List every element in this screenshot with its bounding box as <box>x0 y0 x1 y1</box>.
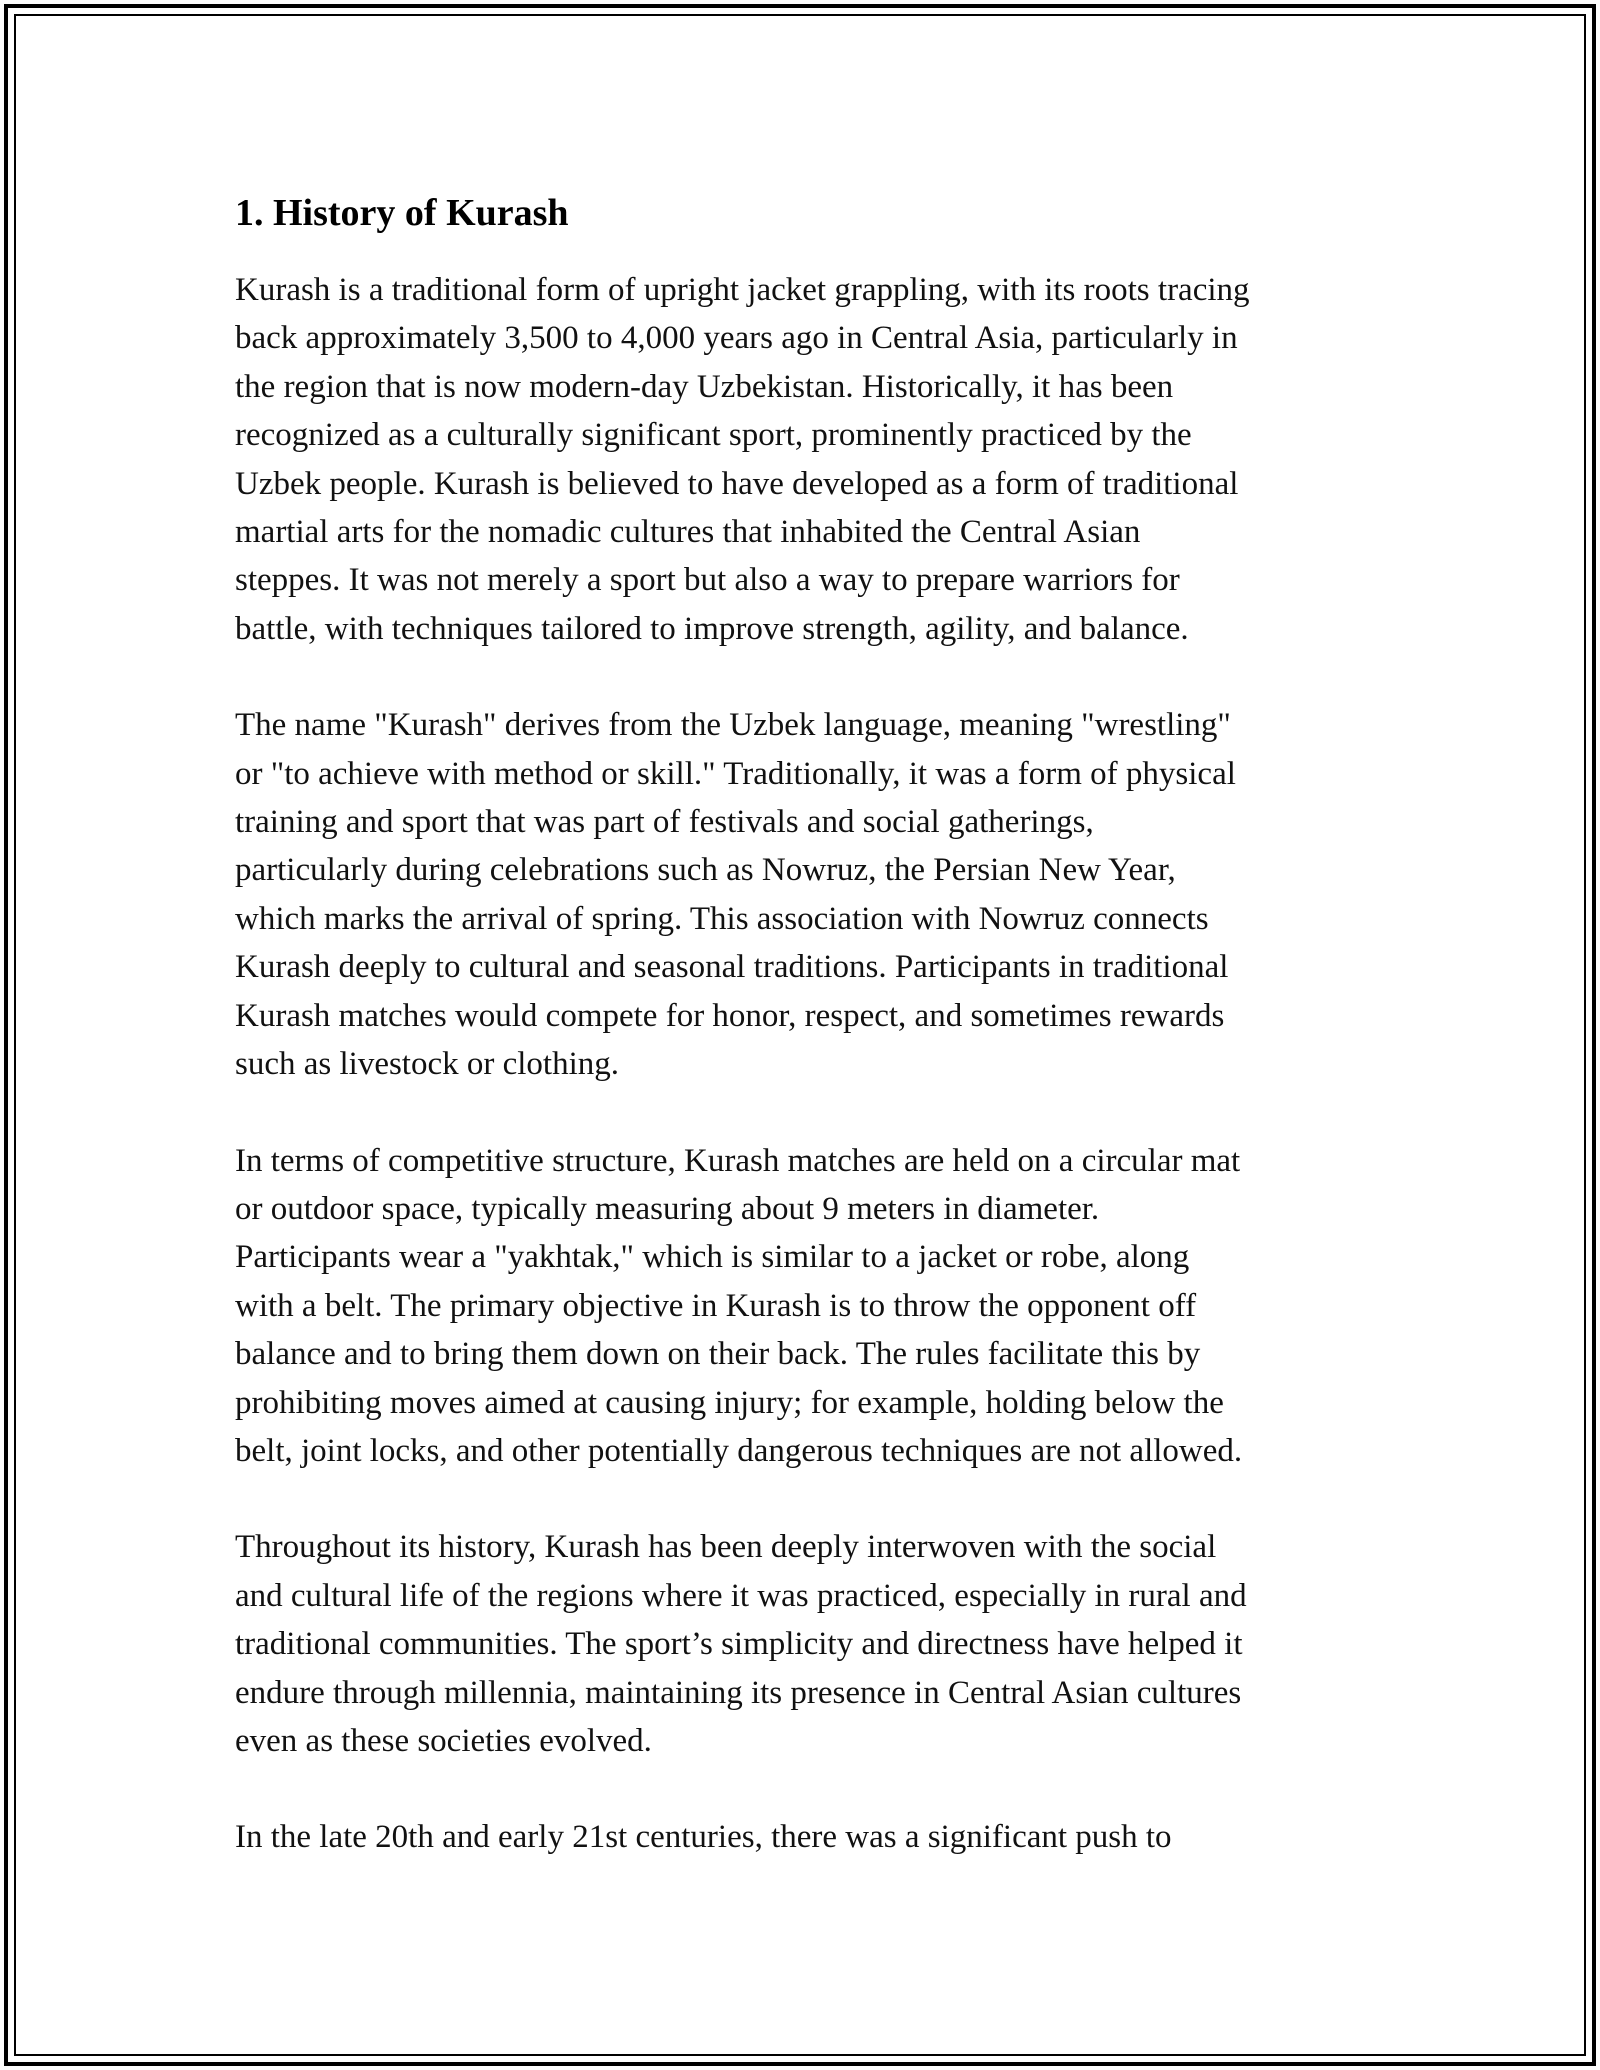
paragraph-5: In the late 20th and early 21st centuries, there was a significant push to <box>235 1819 1172 1856</box>
paragraph-4: Throughout its history, Kurash has been deeply interwoven with the social and cultural life of the regions where it was practiced, especially in rural and traditional communities. The sport’s simplicity and directness have helped it endure through millennia, maintaining its presence in Central Asian cultures even as these societies evolved. <box>235 1529 1247 1759</box>
paragraph-1: Kurash is a traditional form of upright jacket grappling, with its roots tracing back approximately 3,500 to 4,000 years ago in Central Asia, particularly in the region that is now modern-day Uzbekistan. Historically, it has been recognized as a culturally significant sport, prominently practiced by the Uzbek people. Kurash is believed to have developed as a form of traditional martial arts for the nomadic cultures that inhabited the Central Asian steppes. It was not merely a sport but also a way to prepare warriors for battle, with techniques tailored to improve strength, agility, and balance. <box>235 272 1250 647</box>
section-heading: 1. History of Kurash <box>235 192 569 234</box>
paragraph-2: The name "Kurash" derives from the Uzbek language, meaning "wrestling" or "to achieve with method or skill." Traditionally, it was a form of physical training and sport that was part of festivals and social gatherings, particularly during celebrations such as Nowruz, the Persian New Year, which marks the arrival of spring. This association with Nowruz connects Kurash deeply to cultural and seasonal traditions. Participants in traditional Kurash matches would compete for honor, respect, and sometimes rewards such as livestock or clothing. <box>235 707 1236 1083</box>
paragraph-3: In terms of competitive structure, Kurash matches are held on a circular mat or outdoor space, typically measuring about 9 meters in diameter. Participants wear a "yakhtak," which is similar to a jacket or robe, along with a belt. The primary objective in Kurash is to throw the opponent off balance and to bring them down on their back. The rules facilitate this by prohibiting moves aimed at causing injury; for example, holding below the belt, joint locks, and other potentially dangerous techniques are not allowed. <box>235 1142 1243 1469</box>
document-body <box>235 186 1385 1910</box>
